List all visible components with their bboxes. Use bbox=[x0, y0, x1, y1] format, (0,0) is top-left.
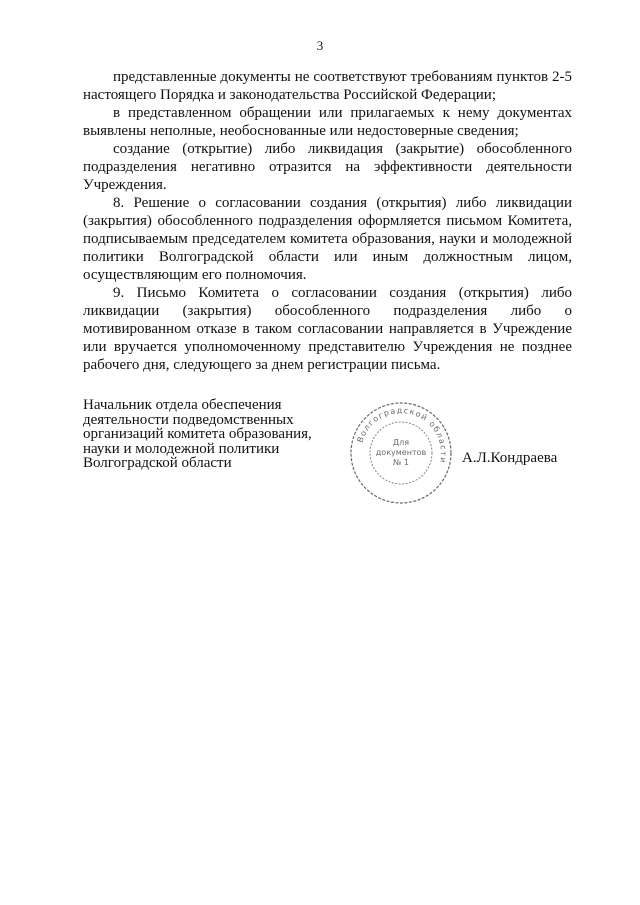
document-body bbox=[83, 68, 572, 374]
position-line: деятельности подведомственных bbox=[83, 411, 294, 428]
official-stamp bbox=[348, 400, 454, 506]
paragraph-item-8: 8. Решение о согласовании создания (открытия) либо ликвидации (закрытия) обособленного подразделения оформляется письмом Комитета, подписываемым председателем комитета образования, науки и молодежной политики Волгоградской области или иным должностным лицом, осуществляющим его полномочия. bbox=[83, 195, 572, 283]
position-line: Волгоградской области bbox=[83, 455, 232, 471]
page-number: 3 bbox=[316, 38, 324, 53]
signatory-name: А.Л.Кондраева bbox=[462, 450, 558, 466]
stamp-ring-text: Волгоградской области bbox=[355, 405, 449, 465]
stamp-inner-text: документов bbox=[375, 448, 427, 457]
paragraph-item-9: 9. Письмо Комитета о согласовании создания (открытия) либо ликвидации (закрытия) обособленного подразделения либо о мотивированном отказе в таком согласовании направляется в Учреждение или вручается уполномоченному представителю Учреждения не позднее рабочего дня, следующего за днем регистрации письма. bbox=[83, 285, 572, 373]
stamp-inner-text: Для bbox=[392, 438, 410, 447]
paragraph-condition-1: представленные документы не соответствуют требованиям пунктов 2-5 настоящего Порядка и законодательства Российской Федерации; bbox=[83, 69, 572, 103]
position-line: науки и молодежной политики bbox=[83, 440, 280, 457]
signatory-position bbox=[83, 398, 333, 471]
position-line: Начальник отдела обеспечения bbox=[83, 397, 282, 413]
paragraph-condition-3: создание (открытие) либо ликвидация (закрытие) обособленного подразделения негативно отразится на эффективности деятельности Учреждения. bbox=[83, 141, 572, 193]
paragraph-condition-2: в представленном обращении или прилагаемых к нему документах выявлены неполные, необоснованные или недостоверные сведения; bbox=[83, 105, 572, 139]
position-line: организаций комитета образования, bbox=[83, 426, 312, 442]
stamp-inner-text: № 1 bbox=[393, 458, 409, 467]
